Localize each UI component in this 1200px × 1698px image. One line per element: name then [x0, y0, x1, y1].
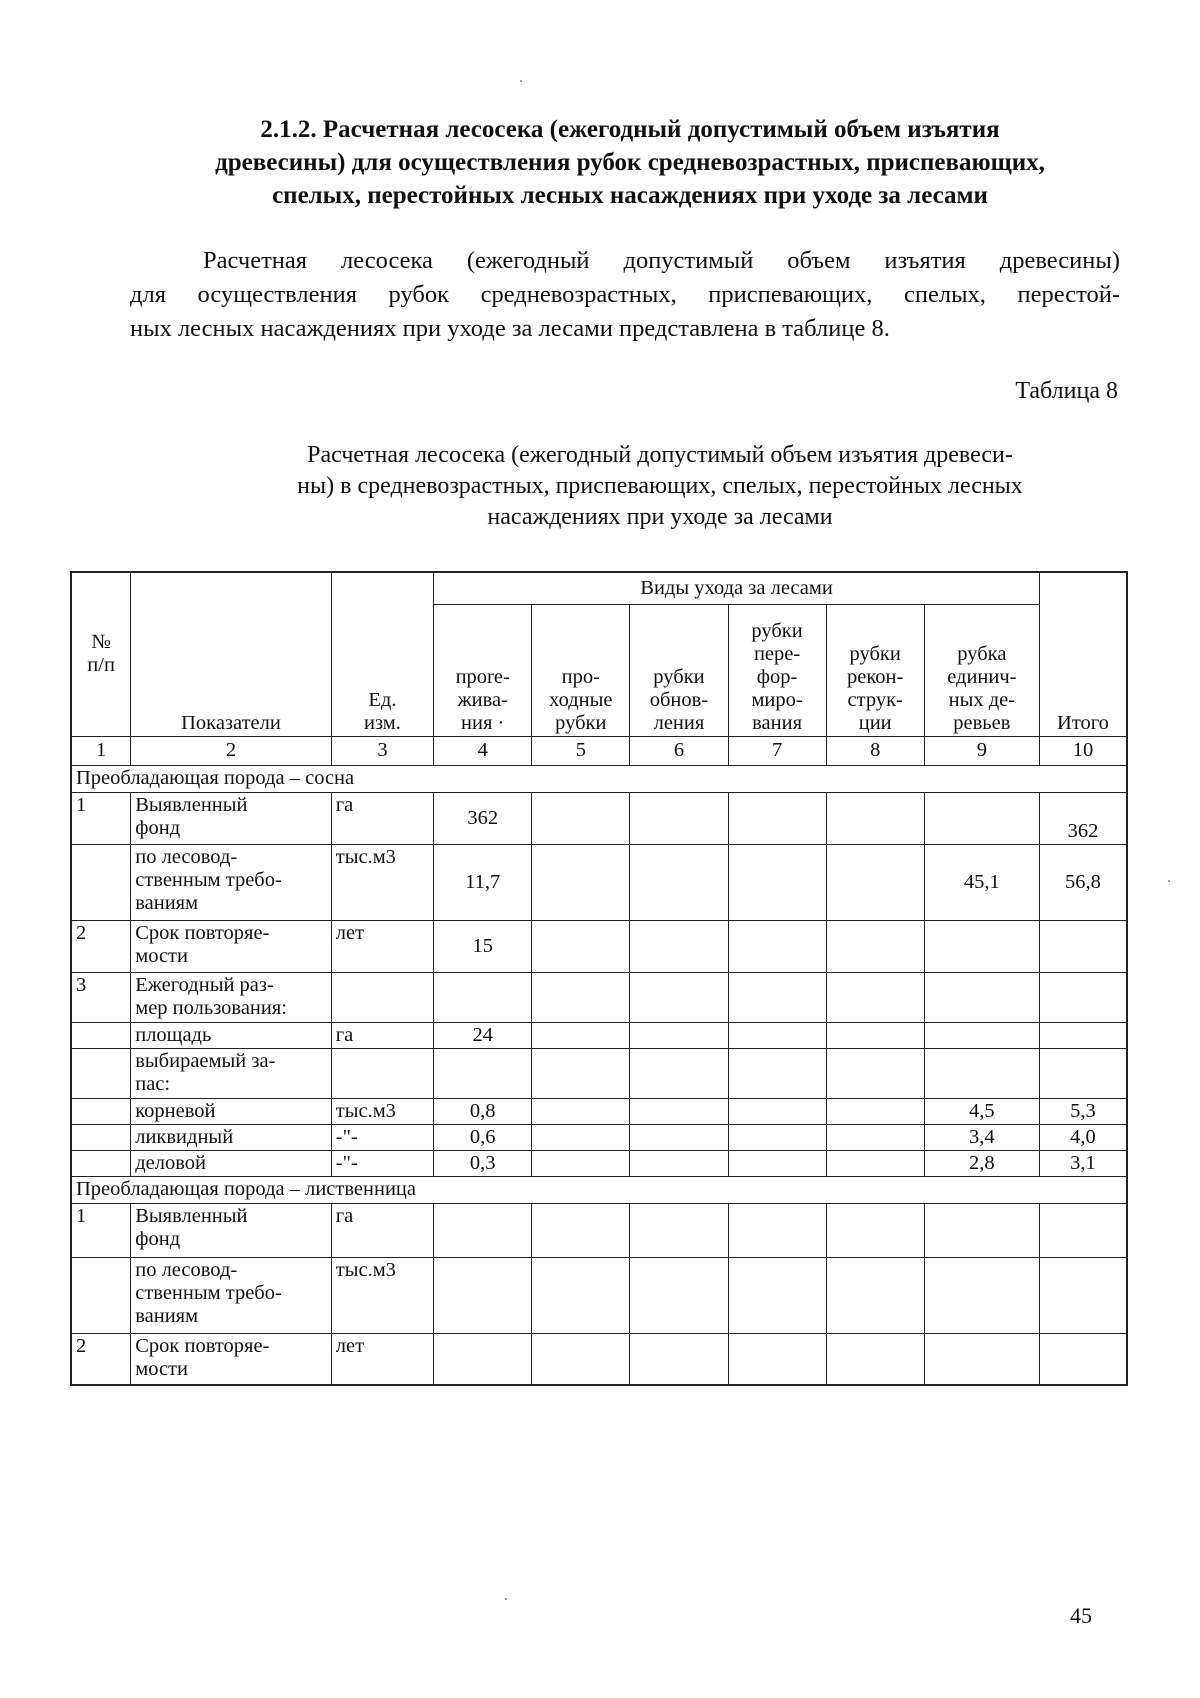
row-c7 [728, 1150, 826, 1176]
row-num [71, 1124, 131, 1150]
row-unit: га [331, 1022, 433, 1048]
row-c5 [532, 1257, 630, 1333]
row-c8 [826, 1333, 924, 1385]
scan-speck [520, 80, 522, 82]
row-total [1039, 920, 1127, 972]
header-c7 [728, 604, 826, 736]
row-total [1039, 1257, 1127, 1333]
row-label [131, 792, 332, 844]
row-unit: га [331, 1203, 433, 1257]
row-total [1039, 1048, 1127, 1098]
row-label-text: по лесовод- ственным требо- ваниям [135, 1258, 282, 1327]
row-c5 [532, 1333, 630, 1385]
row-c5 [532, 972, 630, 1022]
row-label-text: выбираемый за- пас: [135, 1049, 276, 1095]
row-c5 [532, 1048, 630, 1098]
row-c5 [532, 920, 630, 972]
row-c7 [728, 844, 826, 920]
row-c7 [728, 1203, 826, 1257]
colnum-6: 6 [630, 736, 728, 765]
table-row [71, 1257, 1127, 1333]
row-c4: 24 [434, 1022, 532, 1048]
row-label: корневой [131, 1098, 332, 1124]
header-c8 [826, 604, 924, 736]
row-c8 [826, 1203, 924, 1257]
intro-line-3: ных лесных насаждениях при уходе за лесами представлена в таблице 8. [130, 315, 890, 342]
intro-paragraph [130, 244, 1120, 346]
row-c5 [532, 1150, 630, 1176]
row-c8 [826, 844, 924, 920]
row-num: 2 [71, 1333, 131, 1385]
table-row [71, 1333, 1127, 1385]
row-c7 [728, 1333, 826, 1385]
table-row [71, 1098, 1127, 1124]
row-label [131, 972, 332, 1022]
table-row [71, 920, 1127, 972]
row-c9 [924, 1048, 1039, 1098]
scan-speck [1168, 880, 1170, 882]
row-c8 [826, 1022, 924, 1048]
table-row [71, 792, 1127, 844]
row-c4: 362 [434, 792, 532, 844]
row-c9 [924, 1333, 1039, 1385]
heading-line-2: древесины) для осуществления рубок средневозрастных, приспевающих, [215, 149, 1045, 176]
page-number: 45 [1070, 1603, 1092, 1628]
row-c9: 2,8 [924, 1150, 1039, 1176]
row-total [1039, 1333, 1127, 1385]
header-unit-text: Ед. изм. [364, 688, 401, 734]
allowable-cut-table [70, 571, 1128, 1386]
row-label-text: Выявленный фонд [135, 1204, 248, 1250]
row-c4 [434, 1048, 532, 1098]
header-num-text: № п/п [87, 631, 115, 677]
header-c5-text: про- ходные рубки [549, 665, 613, 734]
row-c4 [434, 1333, 532, 1385]
column-number-row [71, 736, 1127, 765]
heading-line-3: спелых, перестойных лесных насаждениях при уходе за лесами [272, 182, 988, 209]
header-c6-text: рубки обнов- ления [649, 665, 709, 734]
row-label-text: Срок повторяе- мости [135, 921, 270, 967]
row-c7 [728, 1257, 826, 1333]
row-label-text: Выявленный фонд [135, 793, 248, 839]
caption-line-2: ны) в средневозрастных, приспевающих, спелых, перестойных лесных [297, 473, 1023, 499]
row-num: 2 [71, 920, 131, 972]
row-c6 [630, 1150, 728, 1176]
row-c7 [728, 792, 826, 844]
table-label: Таблица 8 [1015, 378, 1118, 404]
row-total: 56,8 [1039, 844, 1127, 920]
row-c7 [728, 1098, 826, 1124]
row-unit: -"- [331, 1124, 433, 1150]
row-num: 1 [71, 1203, 131, 1257]
row-label-text: Срок повторяе- мости [135, 1334, 270, 1380]
row-c9 [924, 972, 1039, 1022]
row-c9 [924, 1257, 1039, 1333]
row-c6 [630, 792, 728, 844]
row-c4: 0,6 [434, 1124, 532, 1150]
row-unit [331, 1048, 433, 1098]
colnum-9: 9 [924, 736, 1039, 765]
header-c9-text: рубка единич- ных де- ревьев [947, 642, 1017, 734]
row-num [71, 1098, 131, 1124]
colnum-4: 4 [434, 736, 532, 765]
row-label [131, 1048, 332, 1098]
row-unit [331, 972, 433, 1022]
row-unit: лет [331, 920, 433, 972]
row-c8 [826, 920, 924, 972]
row-total [1039, 1203, 1127, 1257]
row-label-text: по лесовод- ственным требо- ваниям [135, 845, 282, 914]
heading-line-1: 2.1.2. Расчетная лесосека (ежегодный допустимый объем изъятия [260, 116, 1000, 143]
row-label [131, 920, 332, 972]
colnum-8: 8 [826, 736, 924, 765]
row-total [1039, 972, 1127, 1022]
row-c9 [924, 1203, 1039, 1257]
row-label [131, 1257, 332, 1333]
header-c7-text: рубки пере- фор- миро- вания [751, 619, 803, 734]
row-c4: 0,3 [434, 1150, 532, 1176]
header-total: Итого [1039, 572, 1127, 736]
row-label [131, 844, 332, 920]
row-num [71, 844, 131, 920]
row-unit: тыс.м3 [331, 844, 433, 920]
row-label: деловой [131, 1150, 332, 1176]
header-c6 [630, 604, 728, 736]
scan-speck [505, 1598, 507, 1600]
table-row [71, 1124, 1127, 1150]
intro-line-2: для осуществления рубок средневозрастных, приспевающих, спелых, перестой- [130, 281, 1120, 308]
header-c5 [532, 604, 630, 736]
row-c5 [532, 792, 630, 844]
row-num [71, 1022, 131, 1048]
row-total: 4,0 [1039, 1124, 1127, 1150]
section-heading [130, 113, 1130, 212]
row-c8 [826, 792, 924, 844]
row-c6 [630, 972, 728, 1022]
row-c6 [630, 1048, 728, 1098]
row-label [131, 1333, 332, 1385]
row-unit: тыс.м3 [331, 1257, 433, 1333]
row-c6 [630, 844, 728, 920]
row-c6 [630, 1124, 728, 1150]
row-total: 3,1 [1039, 1150, 1127, 1176]
row-label-text: Ежегодный раз- мер пользования: [135, 973, 287, 1019]
row-c9 [924, 1022, 1039, 1048]
row-c5 [532, 844, 630, 920]
colnum-5: 5 [532, 736, 630, 765]
header-c4-text: прore- жива- ния · [455, 665, 510, 734]
header-c9 [924, 604, 1039, 736]
row-unit: тыс.м3 [331, 1098, 433, 1124]
row-total: 5,3 [1039, 1098, 1127, 1124]
row-c8 [826, 1124, 924, 1150]
row-c4: 15 [434, 920, 532, 972]
row-c7 [728, 1048, 826, 1098]
header-group: Виды ухода за лесами [434, 572, 1040, 604]
row-c4 [434, 972, 532, 1022]
row-c6 [630, 1203, 728, 1257]
row-label [131, 1203, 332, 1257]
header-c4 [434, 604, 532, 736]
row-c6 [630, 1333, 728, 1385]
row-c5 [532, 1203, 630, 1257]
row-label: ликвидный [131, 1124, 332, 1150]
row-c5 [532, 1124, 630, 1150]
row-c9 [924, 920, 1039, 972]
row-c5 [532, 1098, 630, 1124]
row-c4: 0,8 [434, 1098, 532, 1124]
row-num [71, 1048, 131, 1098]
section-larch [71, 1176, 1127, 1203]
row-c6 [630, 1257, 728, 1333]
row-c8 [826, 1048, 924, 1098]
row-c8 [826, 1098, 924, 1124]
row-total [1039, 1022, 1127, 1048]
table-row [71, 844, 1127, 920]
table-row [71, 1048, 1127, 1098]
caption-line-3: насаждениях при уходе за лесами [487, 504, 833, 530]
row-num [71, 1150, 131, 1176]
row-c6 [630, 920, 728, 972]
intro-line-1: Расчетная лесосека (ежегодный допустимый объем изъятия древесины) [203, 247, 1120, 274]
header-unit [331, 572, 433, 736]
section-pine-title: Преобладающая порода – сосна [71, 765, 1127, 792]
row-c6 [630, 1022, 728, 1048]
row-c8 [826, 1150, 924, 1176]
row-c7 [728, 920, 826, 972]
row-c8 [826, 972, 924, 1022]
row-label: площадь [131, 1022, 332, 1048]
colnum-7: 7 [728, 736, 826, 765]
row-c6 [630, 1098, 728, 1124]
table-row [71, 1150, 1127, 1176]
table-caption [200, 440, 1120, 533]
table-row [71, 1203, 1127, 1257]
caption-line-1: Расчетная лесосека (ежегодный допустимый объем изъятия древеси- [307, 442, 1013, 468]
row-c9 [924, 792, 1039, 844]
colnum-10: 10 [1039, 736, 1127, 765]
section-larch-title: Преобладающая порода – лиственница [71, 1176, 1127, 1203]
colnum-3: 3 [331, 736, 433, 765]
section-pine [71, 765, 1127, 792]
table-row [71, 972, 1127, 1022]
header-c8-text: рубки рекон- струк- ции [847, 642, 904, 734]
row-c9: 45,1 [924, 844, 1039, 920]
colnum-1: 1 [71, 736, 131, 765]
row-c4: 11,7 [434, 844, 532, 920]
row-c4 [434, 1203, 532, 1257]
row-c7 [728, 1022, 826, 1048]
table-row [71, 1022, 1127, 1048]
row-num [71, 1257, 131, 1333]
row-c5 [532, 1022, 630, 1048]
row-c9: 3,4 [924, 1124, 1039, 1150]
row-unit: лет [331, 1333, 433, 1385]
header-indicators: Показатели [131, 572, 332, 736]
row-c9: 4,5 [924, 1098, 1039, 1124]
row-unit: га [331, 792, 433, 844]
row-num: 1 [71, 792, 131, 844]
row-c8 [826, 1257, 924, 1333]
row-num: 3 [71, 972, 131, 1022]
row-c7 [728, 1124, 826, 1150]
colnum-2: 2 [131, 736, 332, 765]
row-c7 [728, 972, 826, 1022]
row-total: 362 [1039, 792, 1127, 844]
row-unit: -"- [331, 1150, 433, 1176]
header-num [71, 572, 131, 736]
row-c4 [434, 1257, 532, 1333]
